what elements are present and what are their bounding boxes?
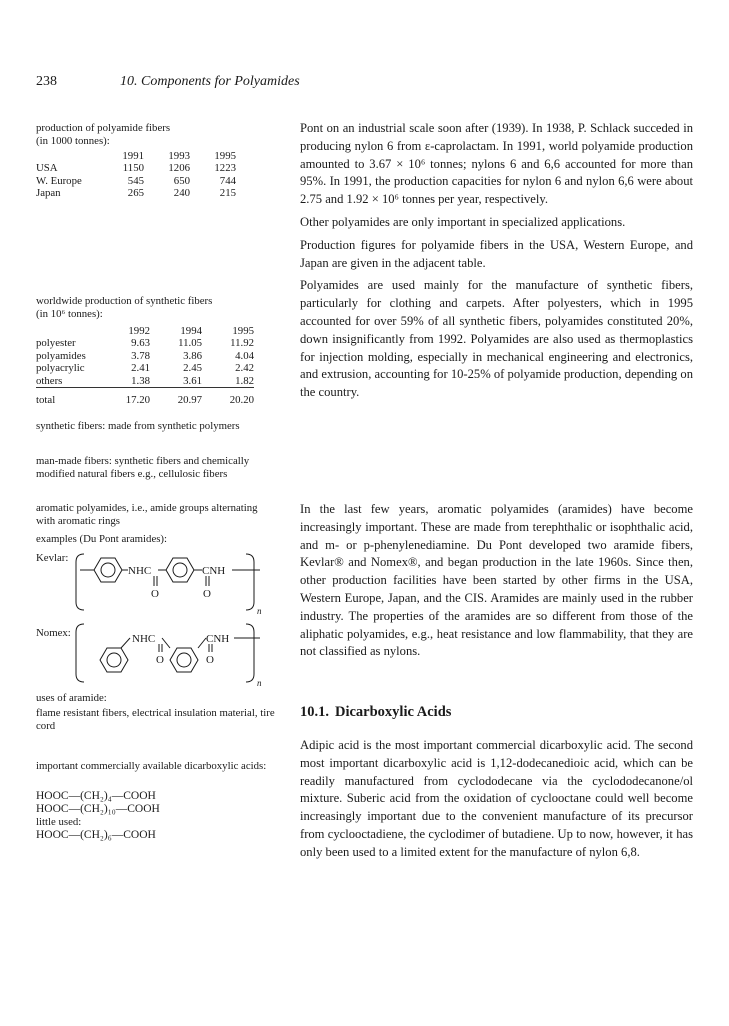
kevlar-nhc: NHC bbox=[128, 565, 152, 577]
aromatic-circle bbox=[177, 653, 191, 667]
formula-dodecanedioic: HOOC—(CH₂)₁₀—COOH bbox=[36, 803, 160, 815]
kevlar-oxygen: O bbox=[203, 588, 211, 600]
nomex-nhc: NHC bbox=[132, 633, 156, 645]
benzene-ring bbox=[100, 648, 128, 672]
aromatic-circle bbox=[101, 563, 115, 577]
bracket-right bbox=[246, 624, 254, 682]
row-label: others bbox=[36, 374, 63, 387]
kevlar-structure bbox=[70, 548, 270, 618]
table-row bbox=[36, 162, 236, 174]
formula-adipic: HOOC—(CH₂)₄—COOH bbox=[36, 790, 156, 802]
running-head: 10. Components for Polyamides bbox=[120, 74, 300, 89]
cell-value: 744 bbox=[219, 174, 236, 187]
examples-label: examples (Du Pont aramides): bbox=[36, 533, 168, 545]
bond bbox=[198, 638, 206, 648]
little-used-label: little used: bbox=[36, 816, 82, 828]
row-label: polyacrylic bbox=[36, 362, 85, 375]
cell-value: 2.42 bbox=[235, 362, 254, 375]
main-text-upper bbox=[300, 120, 693, 407]
synthetic-fibers-table bbox=[36, 325, 254, 406]
kevlar-bonds bbox=[76, 554, 260, 610]
row-label: polyamides bbox=[36, 349, 86, 362]
cell-value: 3.61 bbox=[183, 374, 202, 387]
cell-value: 1223 bbox=[214, 162, 236, 175]
nomex-structure bbox=[70, 620, 270, 690]
section-heading bbox=[300, 704, 451, 721]
year-header: 1992 bbox=[128, 325, 150, 337]
table-corner bbox=[36, 150, 98, 162]
cell-value: 240 bbox=[173, 187, 190, 200]
total-row bbox=[36, 388, 254, 407]
caption-line: worldwide production of synthetic fibers bbox=[36, 295, 213, 307]
paragraph: Pont on an industrial scale soon after (1939). In 1938, P. Schlack succeded in producing nylon 6 from ε-caprolactam. In 1991, world polyamide production amounted to 3.67 × 10⁶ tonnes; nylons 6 and 6,6 accounted for more than 95%. In 1991, the production capacities for nylon 6 and nylon 6,6 were about 2.75 and 1.92 × 10⁶ tonnes per year, respectively. bbox=[300, 121, 693, 207]
nomex-n: n bbox=[257, 678, 262, 688]
table-row bbox=[36, 187, 236, 199]
cell-value: 9.63 bbox=[131, 337, 150, 350]
uses-text: flame resistant fibers, electrical insulation material, tire cord bbox=[36, 707, 275, 732]
bracket-right bbox=[246, 554, 254, 610]
cell-value: 1150 bbox=[122, 162, 144, 175]
bond bbox=[121, 638, 130, 648]
paragraph: Production figures for polyamide fibers in the USA, Western Europe, and Japan are given in the adjacent table. bbox=[300, 237, 693, 270]
nomex-cnh: CNH bbox=[206, 633, 230, 645]
note-aromatic: aromatic polyamides, i.e., amide groups alternating with aromatic rings bbox=[36, 502, 258, 527]
cell-value: 545 bbox=[127, 174, 144, 187]
note-manmade: man-made fibers: synthetic fibers and chemically modified natural fibers e.g., cellulosic fibers bbox=[36, 455, 250, 480]
bracket-left bbox=[76, 624, 84, 682]
cell-value: 11.05 bbox=[178, 337, 202, 350]
bond bbox=[162, 638, 170, 648]
year-header: 1994 bbox=[180, 325, 202, 337]
paragraph: Polyamides are used mainly for the manufacture of synthetic fibers, particularly for clothing and carpets. After polyesters, which in 1995 accounted for over 59% of all synthetic fibers, polyamides constituted 20%, down insignificantly from 1992. Polyamides are also used as thermoplastics for injection molding, especially in mechanical engineering and electronics, and extrusion, accounting for 10-25% of polyamide production, depending on the country. bbox=[300, 278, 693, 400]
benzene-ring bbox=[166, 558, 194, 582]
formula-suberic: HOOC—(CH₂)₆—COOH bbox=[36, 829, 156, 841]
table-row bbox=[36, 375, 254, 387]
table-row bbox=[36, 337, 254, 349]
paragraph: Other polyamides are only important in specialized applications. bbox=[300, 214, 626, 229]
uses-heading: uses of aramide: bbox=[36, 692, 107, 704]
nomex-oxygen: O bbox=[156, 654, 164, 666]
table-row bbox=[36, 175, 236, 187]
cell-value: 3.86 bbox=[183, 349, 202, 362]
benzene-ring bbox=[170, 648, 198, 672]
table-corner bbox=[36, 325, 98, 337]
row-label: W. Europe bbox=[36, 174, 82, 187]
aromatic-circle bbox=[107, 653, 121, 667]
poly-fibers-table bbox=[36, 150, 236, 200]
nomex-oxygen: O bbox=[206, 654, 214, 666]
cell-value: 11.92 bbox=[230, 337, 254, 350]
table-header-row bbox=[36, 325, 254, 337]
section-title: Dicarboxylic Acids bbox=[335, 704, 452, 720]
cell-value: 20.97 bbox=[177, 394, 202, 407]
poly-fibers-caption bbox=[36, 122, 276, 147]
cell-value: 2.45 bbox=[183, 362, 202, 375]
nomex-label: Nomex: bbox=[36, 627, 71, 639]
cell-value: 650 bbox=[173, 174, 190, 187]
note-synthetic: synthetic fibers: made from synthetic polymers bbox=[36, 420, 240, 432]
table-row bbox=[36, 350, 254, 362]
section-number: 10.1. bbox=[300, 704, 329, 720]
benzene-ring bbox=[94, 558, 122, 582]
year-header: 1995 bbox=[232, 325, 254, 337]
cell-value: 265 bbox=[127, 187, 144, 200]
cell-value: 1.82 bbox=[235, 374, 254, 387]
bracket-left bbox=[76, 554, 84, 610]
kevlar-n: n bbox=[257, 606, 262, 616]
cell-value: 17.20 bbox=[125, 394, 150, 407]
row-label: Japan bbox=[36, 187, 61, 200]
table-header-row bbox=[36, 150, 236, 162]
main-text-aramides bbox=[300, 501, 693, 666]
year-header: 1995 bbox=[214, 150, 236, 162]
nomex-bonds bbox=[76, 624, 260, 682]
paragraph: In the last few years, aromatic polyamides (aramides) have become increasingly important. These are made from terephthalic or isophthalic acid, and m- or p-phenylenediamine. Du Pont developed two aramide fibers, Kevlar® and Nomex®, and began production in the late 1960s. Since then, other production facilities have been started by other firms in the USA, Western Europe, Japan, and the CIS. Aramides are mainly used in the rubber industry. The properties of the aramides are so different from those of the aliphatic polyamides, e.g., heat resistance and low flammability, that they are not classified as nylons. bbox=[300, 502, 693, 659]
table-row bbox=[36, 362, 254, 374]
cell-value: 1206 bbox=[168, 162, 190, 175]
kevlar-label: Kevlar: bbox=[36, 552, 69, 564]
diacids-heading: important commercially available dicarboxylic acids: bbox=[36, 760, 267, 772]
caption-line: (in 1000 tonnes): bbox=[36, 134, 110, 147]
synthetic-fibers-caption bbox=[36, 295, 276, 320]
aromatic-circle bbox=[173, 563, 187, 577]
year-header: 1991 bbox=[122, 150, 144, 162]
cell-value: 1.38 bbox=[131, 374, 150, 387]
main-text-dicarboxylic bbox=[300, 737, 693, 867]
cell-value: 2.41 bbox=[131, 362, 150, 375]
kevlar-cnh: CNH bbox=[202, 565, 226, 577]
cell-value: 3.78 bbox=[131, 349, 150, 362]
cell-value: 215 bbox=[219, 187, 236, 200]
cell-value: 4.04 bbox=[235, 349, 254, 362]
row-label: total bbox=[36, 394, 56, 407]
page-number: 238 bbox=[36, 74, 57, 89]
caption-line: production of polyamide fibers bbox=[36, 122, 171, 134]
caption-line: (in 10⁶ tonnes): bbox=[36, 307, 103, 320]
kevlar-oxygen: O bbox=[151, 588, 159, 600]
paragraph: Adipic acid is the most important commercial dicarboxylic acid. The second most important dicarboxylic acid is 1,12-dodecanedioic acid, which can be readily manufactured from cyclododecane via the cyclododecanone/ol mixture. Suberic acid from the oxidation of cyclooctane could well become increasingly important due to the convenient manufacture of its precursor from cyclooctadiene, the cyclodimer of butadiene. Up to now, however, it has only been used to a limited extent for the manufacture of nylon 6,8. bbox=[300, 738, 693, 859]
row-label: USA bbox=[36, 162, 58, 175]
cell-value: 20.20 bbox=[229, 394, 254, 407]
year-header: 1993 bbox=[168, 150, 190, 162]
row-label: polyester bbox=[36, 337, 76, 350]
